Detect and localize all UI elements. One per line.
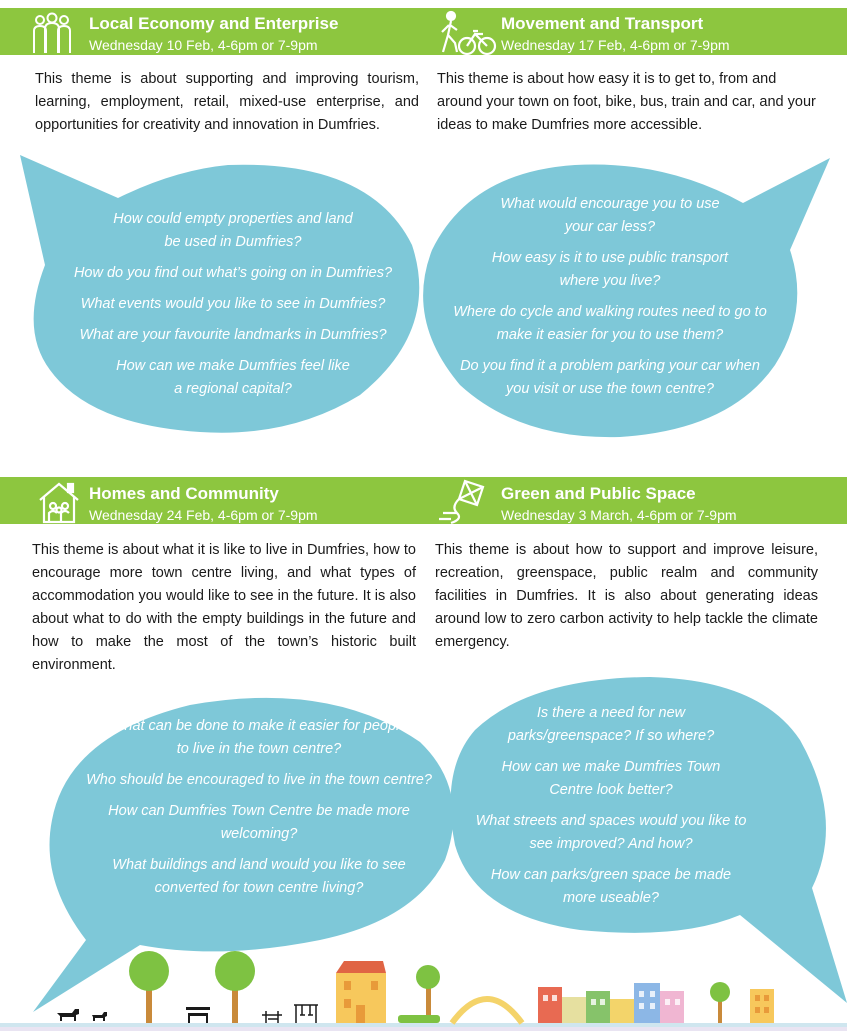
question-item: How can parks/green space be made more useable? [490, 867, 732, 906]
question-item: How can Dumfries Town Centre be made more welcoming? [108, 803, 410, 842]
question-item: Do you find it a problem parking your car when you visit or use the town centre? [460, 358, 760, 397]
theme-date: Wednesday 10 Feb, 4-6pm or 7-9pm [89, 37, 318, 53]
question-list-green-space [466, 702, 756, 918]
playground-icon [262, 1005, 318, 1023]
theme-date: Wednesday 17 Feb, 4-6pm or 7-9pm [501, 37, 730, 53]
question-item: How do you find out what’s going on in Dumfries? [73, 265, 393, 281]
arch-icon [452, 999, 522, 1023]
question-item: What are your favourite landmarks in Dumfries? [79, 327, 387, 343]
theme-description-green-space: This theme is about how to support and improve leisure, recreation, greenspace, public realm and community facilities in Dumfries. It is also about generating ideas around low to zero carbon activity to help tackle the climate emergency. [435, 542, 818, 650]
theme-description-movement: This theme is about how easy it is to get to, from and around your town on foot, bike, bus, train and car, and your ideas to make Dumfries more accessible. [437, 71, 816, 133]
question-item: What events would you like to see in Dumfries? [80, 296, 386, 312]
buildings-row-icon [538, 983, 684, 1023]
question-list-local-economy [52, 208, 414, 409]
theme-title: Movement and Transport [501, 14, 704, 33]
hedge-icon [398, 1015, 440, 1023]
bench-icon [186, 1007, 210, 1023]
question-item: Who should be encouraged to live in the town centre? [86, 772, 432, 788]
theme-title: Homes and Community [89, 484, 279, 503]
question-list-homes [64, 715, 454, 908]
question-item: How could empty properties and land be used in Dumfries? [113, 211, 353, 250]
town-scene-illustration [0, 945, 847, 1031]
question-item: How can we make Dumfries Town Centre look better? [501, 759, 721, 798]
ground-strip [0, 1023, 847, 1027]
question-item: How easy is it to use public transport where you live? [491, 250, 729, 289]
question-item: Where do cycle and walking routes need to go to make it easier for you to use them? [453, 304, 767, 343]
question-item: Is there a need for new parks/greenspace? If so where? [507, 705, 715, 744]
theme-title: Green and Public Space [501, 484, 696, 503]
theme-date: Wednesday 3 March, 4-6pm or 7-9pm [501, 507, 737, 523]
question-item: What streets and spaces would you like to see improved? And how? [475, 813, 747, 852]
building-icon [336, 961, 386, 1023]
question-item: What would encourage you to use your car less? [500, 196, 720, 235]
question-item: What buildings and land would you like to see converted for town centre living? [112, 857, 406, 896]
question-item: How can we make Dumfries feel like a regional capital? [116, 358, 350, 397]
small-building-icon [750, 989, 774, 1023]
theme-description-local-economy: This theme is about supporting and improving tourism, learning, employment, retail, mixed-use enterprise, and opportunities for creativity and innovation in Dumfries. [35, 71, 419, 133]
question-item: What can be done to make it easier for people to live in the town centre? [110, 718, 408, 757]
dog-icon [57, 1009, 107, 1021]
theme-date: Wednesday 24 Feb, 4-6pm or 7-9pm [89, 507, 318, 523]
question-list-movement [445, 193, 775, 409]
theme-description-homes: This theme is about what it is like to live in Dumfries, how to encourage more town centre living, and what types of accommodation you would like to see in the future. It is also about what to do with the empty buildings in the future and how to make the most of the town’s historic built environment. [32, 542, 416, 673]
theme-title: Local Economy and Enterprise [89, 14, 339, 33]
